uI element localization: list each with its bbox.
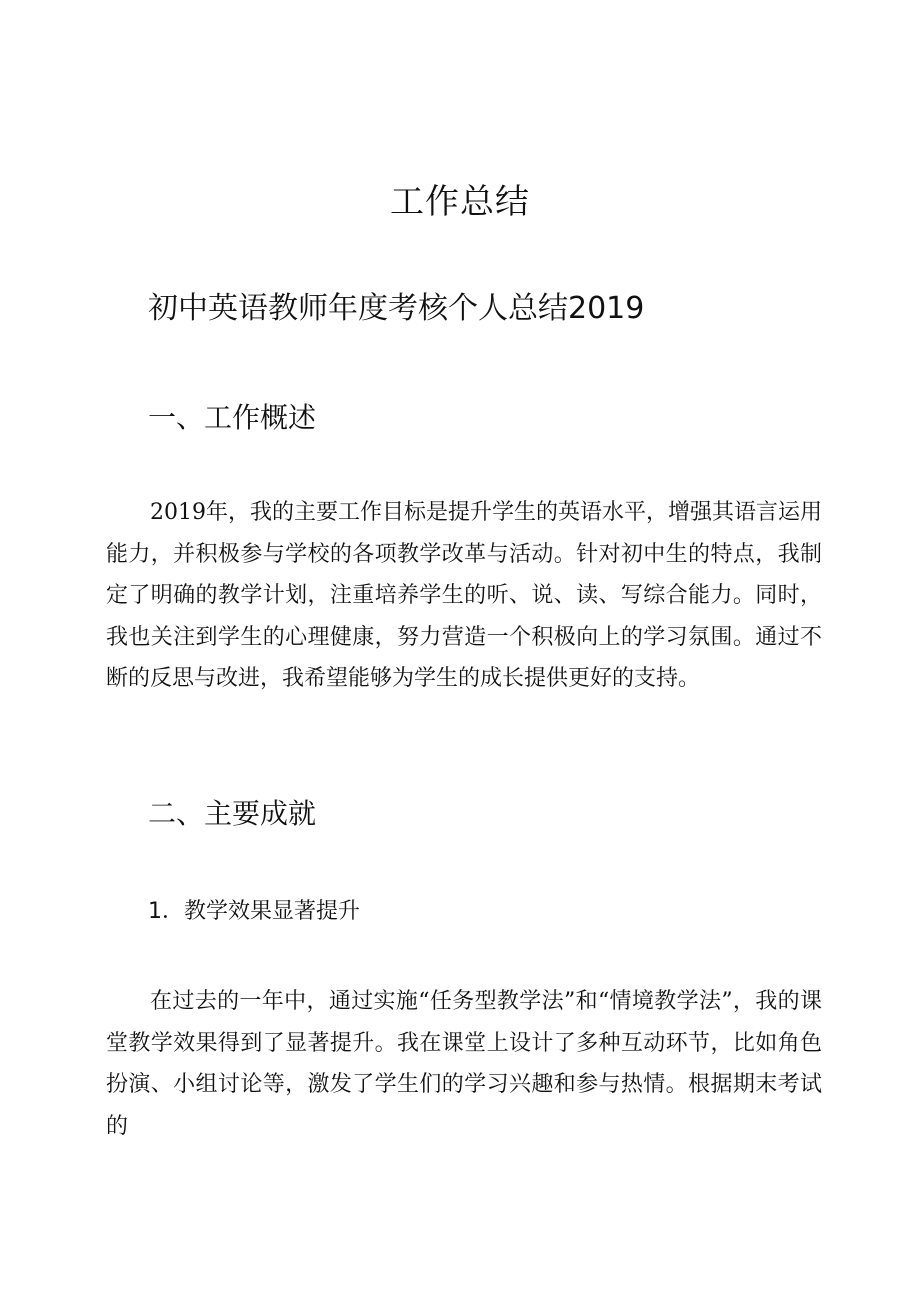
document-subtitle: 初中英语教师年度考核个人总结2019 — [148, 291, 645, 326]
document-title: 工作总结 — [390, 182, 530, 222]
paragraph-overview: 2019年，我的主要工作目标是提升学生的英语水平，增强其语言运用能力，并积极参与学校的各项教学改革与活动。针对初中生的特点，我制定了明确的教学计划，注重培养学生的听、说、读、写综合能力。同时，我也关注到学生的心理健康，努力营造一个积极向上的学习氛围。通过不断的反思与改进，我希望能够为学生的成长提供更好的支持。 — [106, 500, 822, 691]
subsection-heading-teaching-effect: 1．教学效果显著提升 — [148, 899, 360, 924]
paragraph-teaching-effect: 在过去的一年中，通过实施“任务型教学法”和“情境教学法”，我的课堂教学效果得到了显著提升。我在课堂上设计了多种互动环节，比如角色扮演、小组讨论等，激发了学生们的学习兴趣和参与热情。根据期末考试的 — [106, 989, 822, 1139]
section-heading-overview: 一、工作概述 — [148, 401, 317, 434]
section-heading-achievements: 二、主要成就 — [148, 797, 317, 830]
